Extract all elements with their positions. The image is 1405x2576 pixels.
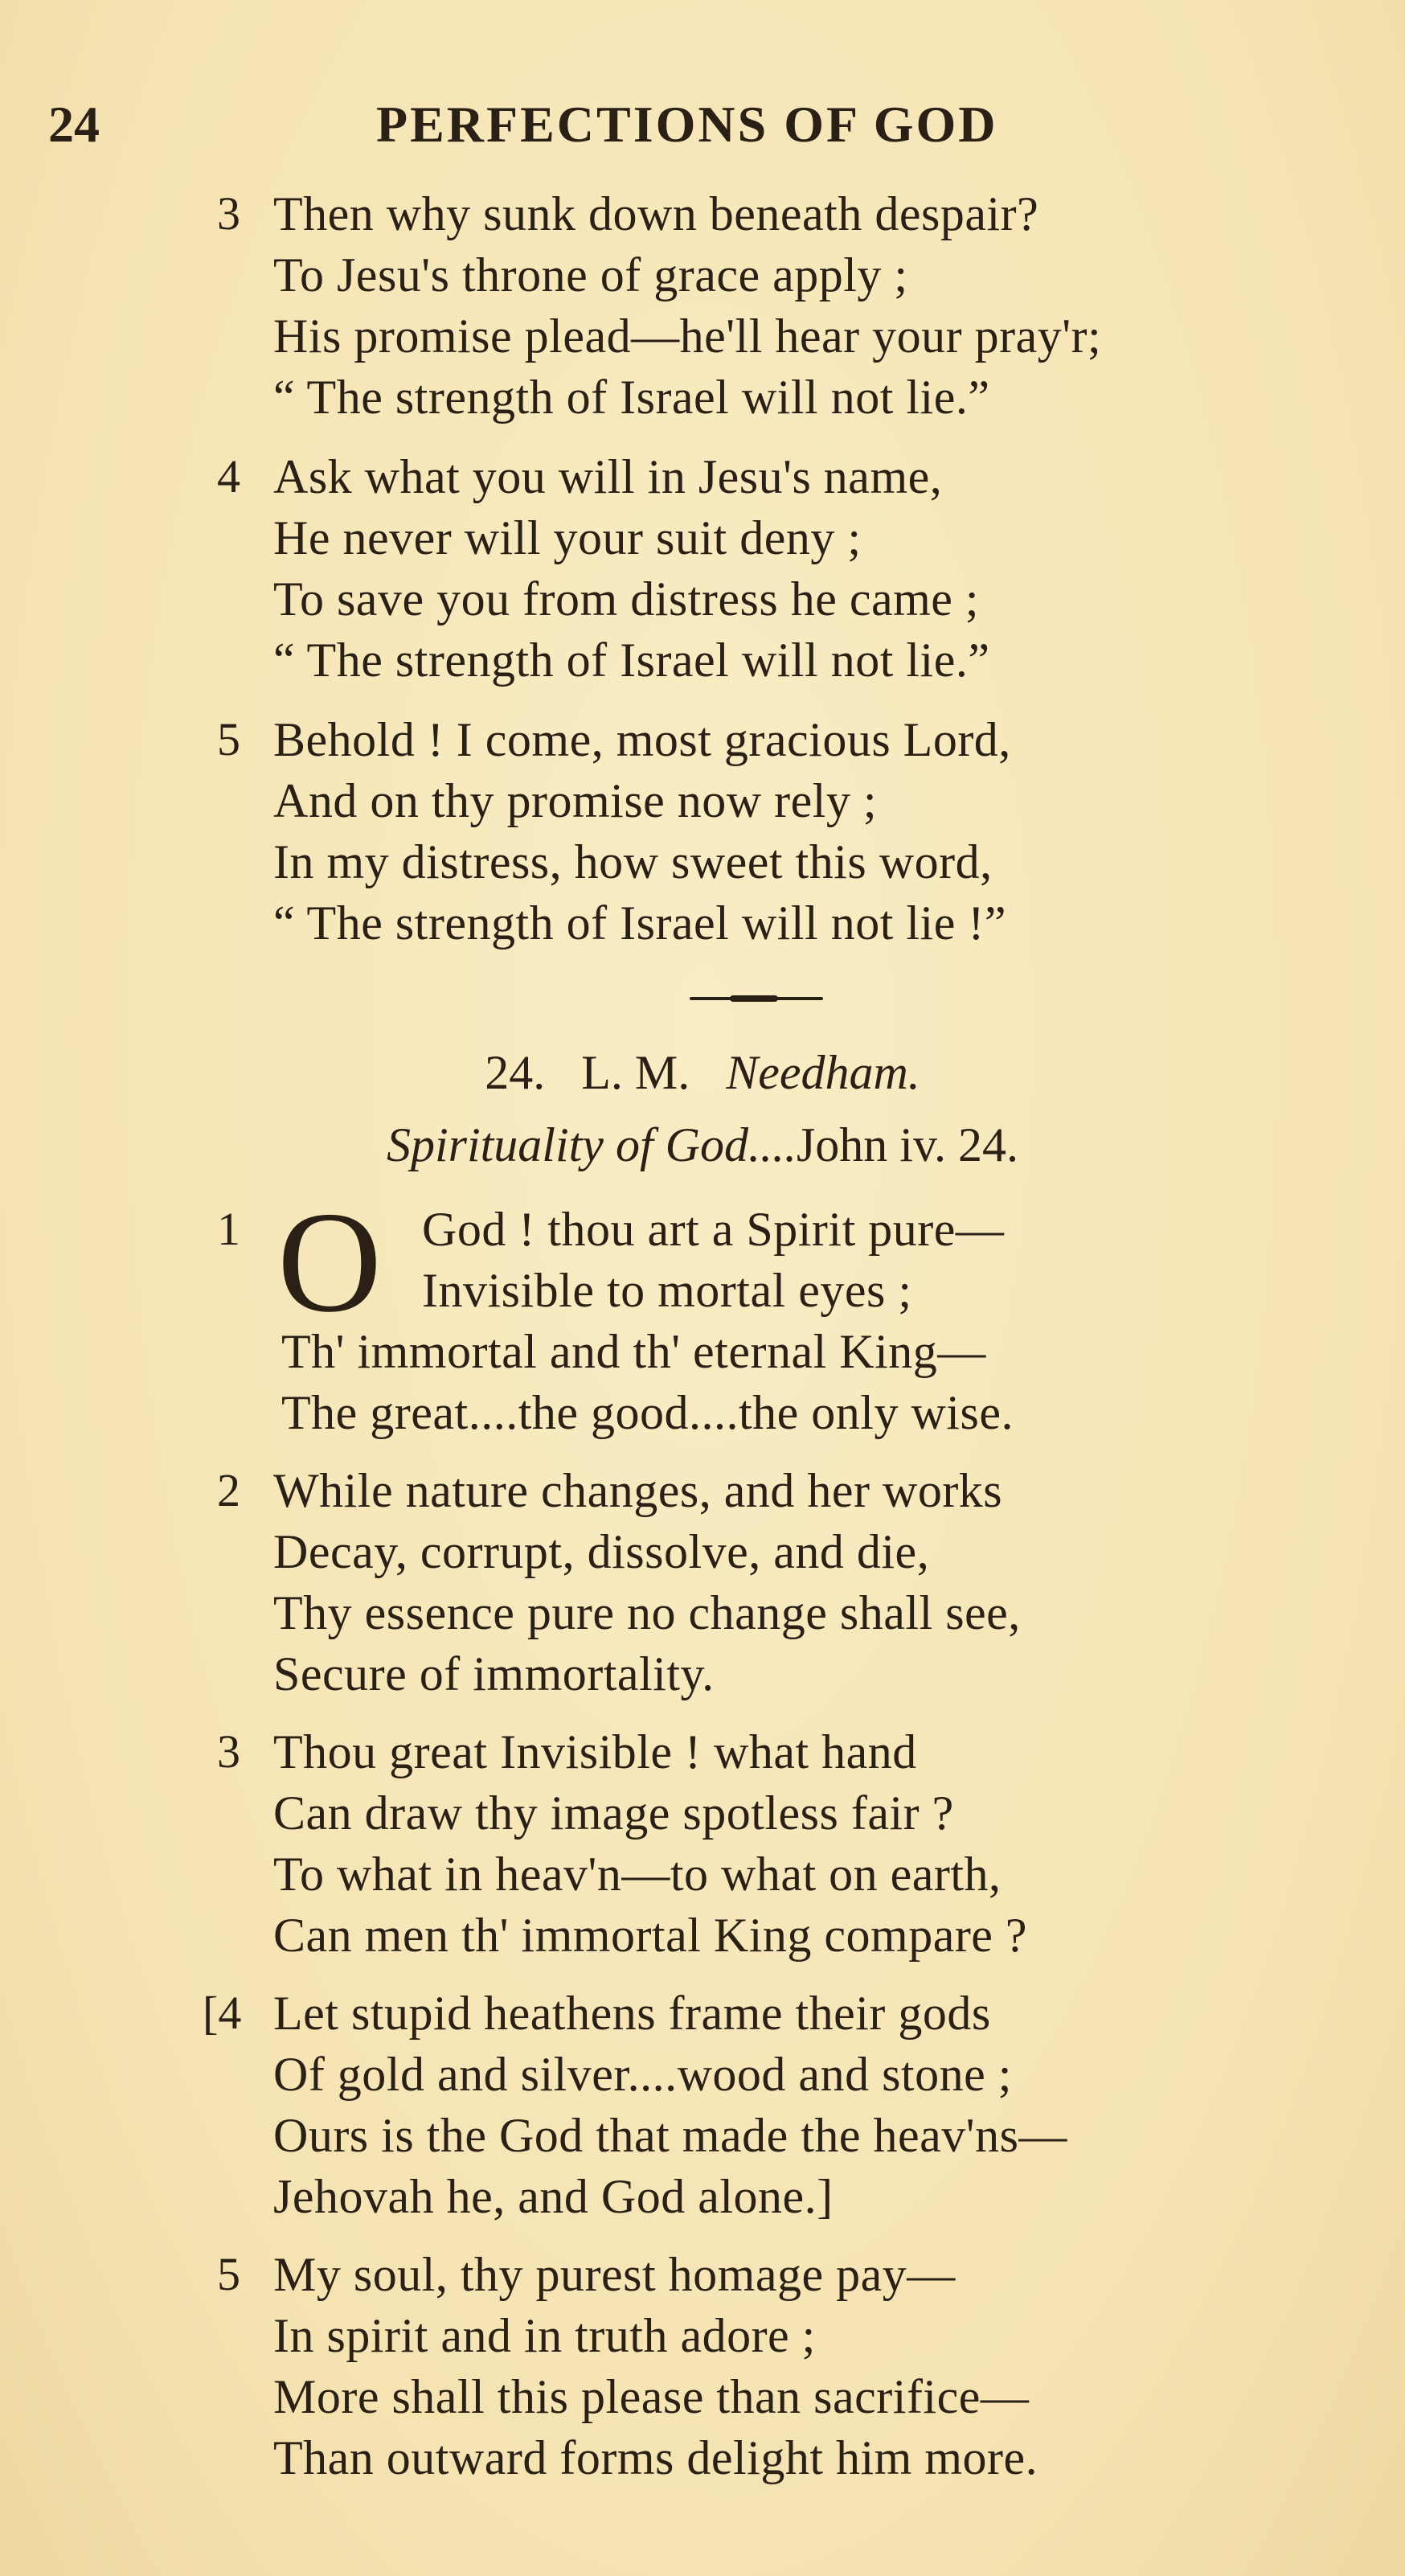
hymn-meter: L. M. bbox=[581, 1046, 690, 1099]
verse-line: Secure of immortality. bbox=[273, 1647, 715, 1700]
verse-line: The great....the good....the only wise. bbox=[281, 1386, 1014, 1439]
stanza-number: 3 bbox=[217, 187, 240, 240]
verse-line: “ The strength of Israel will not lie !” bbox=[273, 896, 1006, 950]
verse-line: Ours is the God that made the heav'ns— bbox=[273, 2109, 1067, 2162]
stanza-number: 3 bbox=[217, 1725, 240, 1778]
verse-line: While nature changes, and her works bbox=[273, 1464, 1003, 1517]
stanza-lines bbox=[273, 709, 1011, 954]
section-divider bbox=[690, 997, 823, 1000]
stanza-lines bbox=[273, 183, 1101, 428]
verse-line: Decay, corrupt, dissolve, and die, bbox=[273, 1525, 930, 1578]
page-number: 24 bbox=[48, 96, 100, 153]
verse-line: Behold ! I come, most gracious Lord, bbox=[273, 713, 1011, 766]
verse-line: His promise plead—he'll hear your pray'r; bbox=[273, 310, 1102, 363]
stanza-lines bbox=[273, 1721, 1027, 1966]
verse-line: And on thy promise now rely ; bbox=[273, 774, 878, 827]
stanza-number: 2 bbox=[217, 1464, 240, 1516]
stanza-lines bbox=[281, 1321, 1014, 1443]
verse-line: Invisible to mortal eyes ; bbox=[422, 1264, 912, 1317]
verse-line: Th' immortal and th' eternal King— bbox=[281, 1325, 986, 1378]
verse-line: My soul, thy purest homage pay— bbox=[273, 2248, 956, 2301]
stanza-number: 5 bbox=[217, 713, 240, 765]
stanza-number: 5 bbox=[217, 2248, 240, 2300]
verse-line: To what in heav'n—to what on earth, bbox=[273, 1848, 1002, 1901]
verse-line: Then why sunk down beneath despair? bbox=[273, 187, 1039, 240]
stanza-lines-dropcap bbox=[422, 1199, 1004, 1321]
verse-line: Thy essence pure no change shall see, bbox=[273, 1586, 1021, 1639]
verse-line: More shall this please than sacrifice— bbox=[273, 2370, 1030, 2423]
verse-line: “ The strength of Israel will not lie.” bbox=[273, 371, 990, 424]
verse-line: He never will your suit deny ; bbox=[273, 511, 862, 564]
running-title: PERFECTIONS OF GOD bbox=[376, 96, 998, 153]
verse-line: “ The strength of Israel will not lie.” bbox=[273, 634, 990, 687]
verse-line: In my distress, how sweet this word, bbox=[273, 835, 993, 888]
verse-line: To save you from distress he came ; bbox=[273, 572, 980, 626]
verse-line: Thou great Invisible ! what hand bbox=[273, 1725, 917, 1778]
stanza-number: 1 bbox=[217, 1203, 240, 1255]
verse-line: In spirit and in truth adore ; bbox=[273, 2309, 816, 2362]
verse-line: Can draw thy image spotless fair ? bbox=[273, 1786, 954, 1840]
verse-line: Than outward forms delight him more. bbox=[273, 2431, 1038, 2484]
verse-line: To Jesu's throne of grace apply ; bbox=[273, 248, 908, 301]
verse-line: God ! thou art a Spirit pure— bbox=[422, 1203, 1005, 1256]
stanza-lines bbox=[273, 446, 989, 691]
stanza-number: 4 bbox=[217, 450, 240, 502]
verse-line: Of gold and silver....wood and stone ; bbox=[273, 2048, 1012, 2101]
hymn-subject: Spirituality of God.... bbox=[386, 1118, 797, 1171]
stanza-lines bbox=[273, 1460, 1021, 1704]
verse-line: Let stupid heathens frame their gods bbox=[273, 1987, 991, 2040]
verse-line: Can men th' immortal King compare ? bbox=[273, 1909, 1028, 1962]
hymn-number: 24. bbox=[485, 1046, 546, 1099]
stanza-lines bbox=[273, 1983, 1067, 2227]
stanza-number: [4 bbox=[203, 1987, 242, 2039]
verse-line: Ask what you will in Jesu's name, bbox=[273, 450, 943, 503]
hymn-reference: John iv. 24. bbox=[796, 1118, 1019, 1171]
hymn-tune: Needham. bbox=[726, 1046, 920, 1099]
hymn-subtitle bbox=[0, 1118, 1405, 1173]
stanza-lines bbox=[273, 2244, 1038, 2488]
drop-cap: O bbox=[277, 1182, 382, 1342]
verse-line: Jehovah he, and God alone.] bbox=[273, 2170, 834, 2223]
hymn-heading bbox=[0, 1045, 1405, 1101]
